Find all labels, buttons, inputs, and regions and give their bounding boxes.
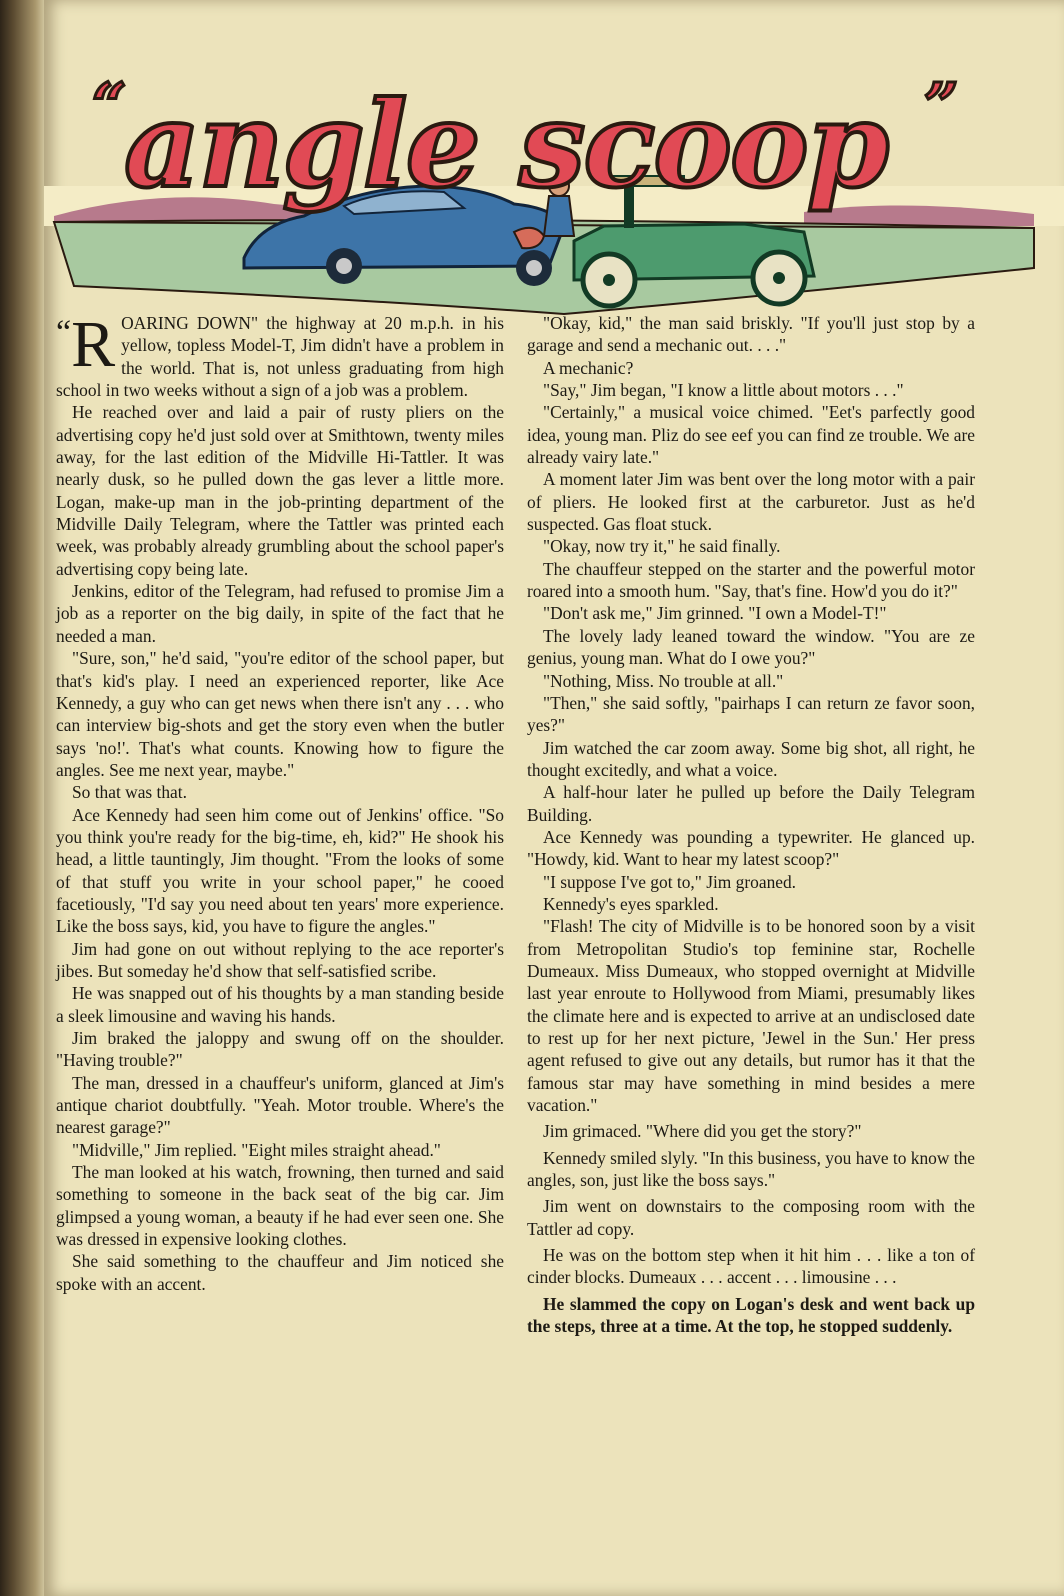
right-paragraph-5: "Okay, now try it," he said finally. — [543, 536, 781, 557]
splash-illustration — [44, 36, 1064, 316]
right-paragraph-7: "Don't ask me," Jim grinned. "I own a Model-T!" — [543, 603, 887, 624]
right-paragraph-0: "Okay, kid," the man said briskly. "If you'll just stop by a garage and send a mechanic out. . . ." — [527, 313, 975, 356]
left-paragraph-8: Jim braked the jaloppy and swung off on the shoulder. "Having trouble?" — [56, 1028, 504, 1071]
left-paragraph-6: Jim had gone on out without replying to the ace reporter's jibes. But someday he'd show that self-satisfied scribe. — [56, 938, 504, 981]
story-title — [92, 71, 959, 214]
right-paragraph-10: "Then," she said softly, "pairhaps I can return ze favor soon, yes?" — [527, 692, 975, 736]
left-paragraph-7: He was snapped out of his thoughts by a man standing beside a sleek limousine and waving his hands. — [56, 983, 504, 1026]
text-column-right — [527, 312, 975, 1337]
left-paragraph-1: He reached over and laid a pair of rusty pliers on the advertising copy he'd just sold over at Smithtown, twenty miles away, for the last edition of the Midville Hi-Tattler. It was nearly dusk, so he pulled down the gas lever a little more. Logan, make-up man in the job-printing department of the Midville Daily Telegram, where the Tattler was printed each week, was probably already grumbling about the school paper's advertising copy being late. — [56, 402, 504, 579]
right-paragraph-8: The lovely lady leaned toward the window. "You are ze genius, young man. What do I owe you?" — [527, 625, 975, 669]
left-paragraph-3: "Sure, son," he'd said, "you're editor of the school paper, but that's kid's play. I need an experienced reporter, like Ace Kennedy, a guy who can get news when there isn't any . . . who can interview big-shots and get the story even when the butler says 'no!'. That's what counts. Knowing how to figure the angles. See me next year, maybe." — [56, 648, 504, 780]
title-splash — [44, 36, 1064, 316]
right-paragraph-4: A moment later Jim was bent over the long motor with a pair of pliers. He looked first at the carburetor. Just as he'd suspected. Gas float stuck. — [527, 469, 975, 535]
left-paragraph-2: Jenkins, editor of the Telegram, had refused to promise Jim a job as a reporter on the big daily, in spite of the fact that he needed a man. — [56, 581, 504, 646]
left-paragraph-9: The man, dressed in a chauffeur's uniform, glanced at Jim's antique chariot doubtfully. "Yeah. Motor trouble. Where's the nearest garage?" — [56, 1072, 504, 1138]
left-paragraph-4: So that was that. — [72, 782, 187, 803]
svg-text:”: ” — [924, 71, 959, 141]
drop-cap: “R — [56, 308, 116, 381]
left-paragraph-12: She said something to the chauffeur and Jim noticed she spoke with an accent. — [56, 1251, 504, 1294]
right-paragraph-12: A half-hour later he pulled up before the Daily Telegram Building. — [527, 782, 975, 825]
right-paragraph-20: He was on the bottom step when it hit him . . . like a ton of cinder blocks. Dumeaux . . . accent . . . limousine . . . — [527, 1245, 975, 1288]
right-paragraph-21: He slammed the copy on Logan's desk and went back up the steps, three at a time. At the top, he stopped suddenly. — [527, 1293, 975, 1337]
page-gutter — [0, 0, 44, 1596]
text-column-left — [56, 308, 504, 1295]
left-paragraph-11: The man looked at his watch, frowning, then turned and said something to someone in the back seat of the big car. Jim glimpsed a young woman, a beauty if he had ever seen one. She was dressed in expensive looking clothes. — [56, 1162, 504, 1250]
comic-page — [44, 0, 1064, 1596]
right-paragraph-16: "Flash! The city of Midville is to be honored soon by a visit from Metropolitan Studio's top feminine star, Rochelle Dumeaux. Miss Dumeaux, who stopped overnight at Midville last year enroute to Hollywood from Miami, presumably likes the climate here and is expected to arrive at an undisclosed date to rest up for her next picture, 'Jewel in the Sun.' Her press agent refused to give out any details, but rumor has it that the famous star may have something in mind besides a mere vacation." — [527, 916, 975, 1116]
right-paragraph-14: "I suppose I've got to," Jim groaned. — [543, 871, 797, 892]
right-paragraph-15: Kennedy's eyes sparkled. — [543, 893, 719, 914]
title-word-angle: angle — [124, 75, 479, 214]
svg-text:“: “ — [92, 71, 127, 141]
title-word-scoop: scoop — [519, 75, 888, 214]
right-paragraph-1: A mechanic? — [543, 357, 634, 378]
right-paragraph-9: "Nothing, Miss. No trouble at all." — [543, 670, 784, 691]
right-paragraph-19: Jim went on downstairs to the composing room with the Tattler ad copy. — [527, 1196, 975, 1239]
right-paragraph-11: Jim watched the car zoom away. Some big shot, all right, he thought excitedly, and what a voice. — [527, 737, 975, 780]
opening-paragraph — [56, 308, 504, 401]
left-paragraph-5: Ace Kennedy had seen him come out of Jenkins' office. "So you think you're ready for the big-time, eh, kid?" He shook his head, a little tauntingly, Jim thought. "From the looks of some of that stuff you write in your school paper," he cooed facetiously, "I'd say you need about ten years' more experience. Like the boss says, kid, you have to figure the angles." — [56, 804, 504, 937]
right-paragraph-2: "Say," Jim began, "I know a little about motors . . ." — [543, 380, 904, 401]
right-paragraph-18: Kennedy smiled slyly. "In this business, you have to know the angles, son, just like the boss says." — [527, 1147, 975, 1191]
left-paragraph-0: " the highway at 20 m.p.h. in his yellow, topless Model-T, Jim didn't have a problem in the world. That is, not unless graduating from high school in two weeks without a sign of a job was a problem. — [56, 313, 504, 401]
opening-caps: OARING DOWN — [121, 313, 251, 333]
right-paragraph-3: "Certainly," a musical voice chimed. "Eet's parfectly good idea, young man. Pliz do see eef you can find ze trouble. We are already vairy late." — [527, 402, 975, 468]
left-paragraph-10: "Midville," Jim replied. "Eight miles straight ahead." — [72, 1139, 441, 1160]
right-paragraph-17: Jim grimaced. "Where did you get the story?" — [543, 1121, 862, 1142]
right-paragraph-6: The chauffeur stepped on the starter and the powerful motor roared into a smooth hum. "Say, that's fine. How'd you do it?" — [527, 558, 975, 602]
right-paragraph-13: Ace Kennedy was pounding a typewriter. He glanced up. "Howdy, kid. Want to hear my latest scoop?" — [527, 826, 975, 870]
